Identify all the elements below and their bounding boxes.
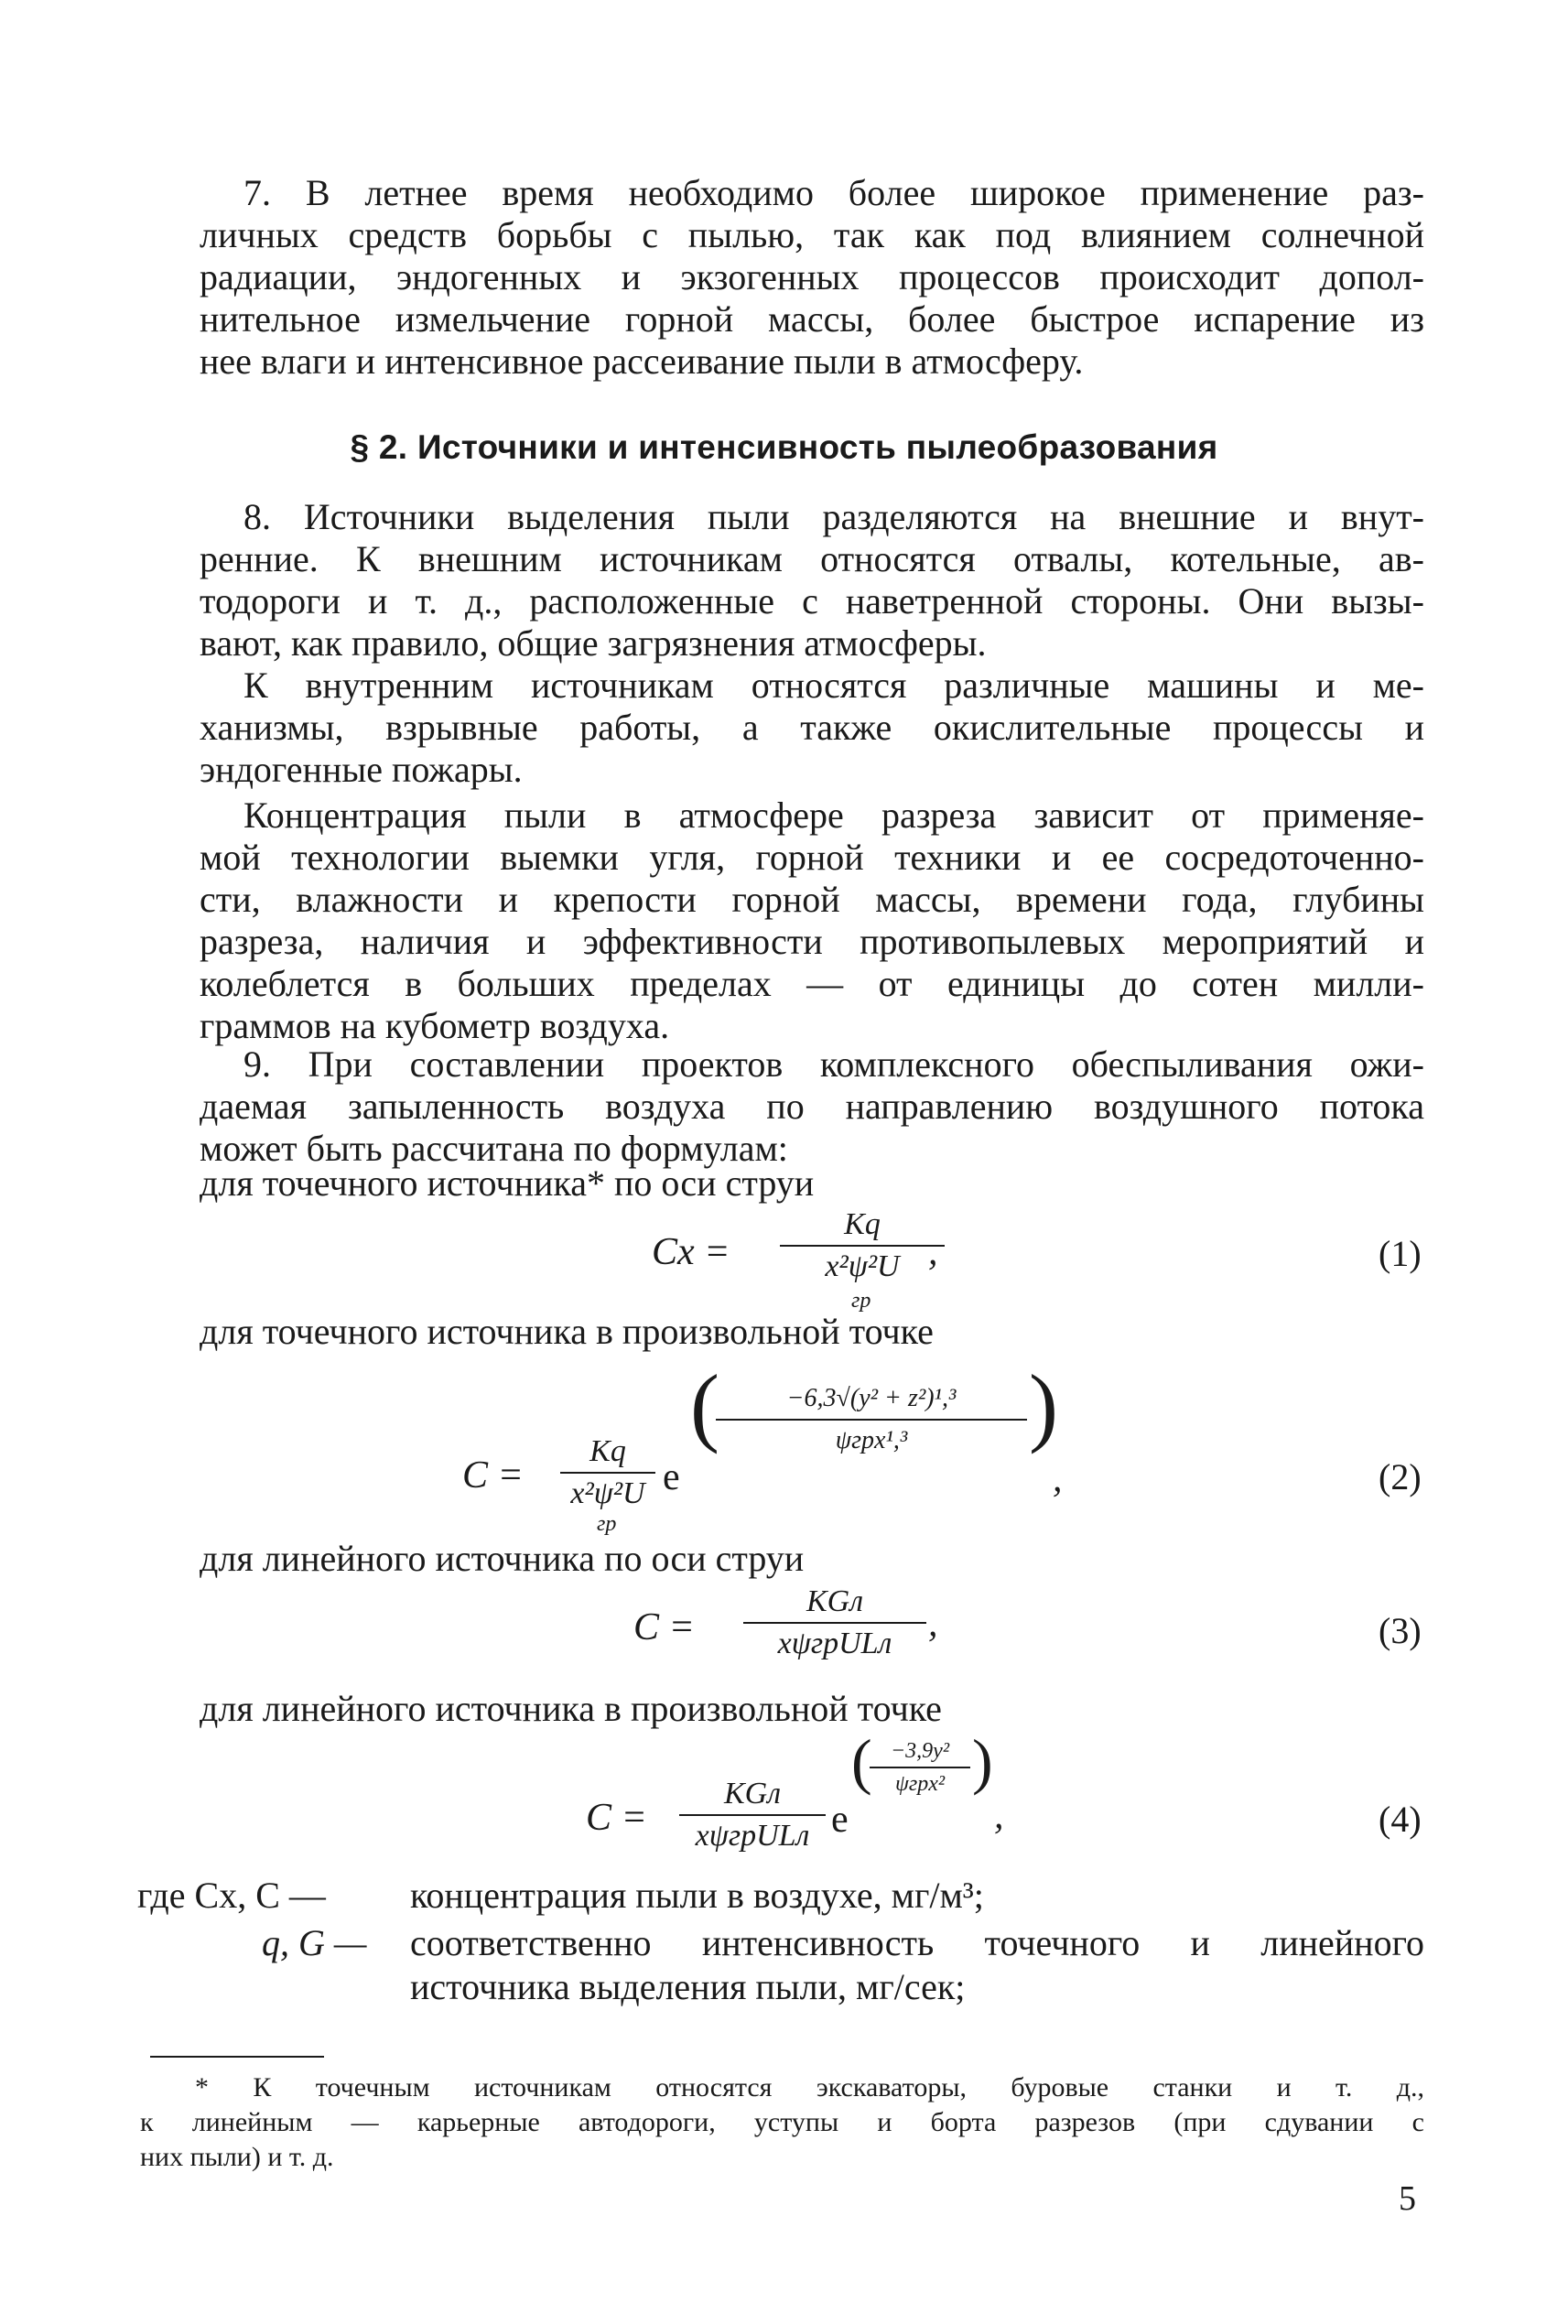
eq4-number: (4) [1379,1799,1422,1840]
eq3-comma: , [928,1603,938,1645]
eq2-comma: , [1053,1458,1063,1500]
text-line: мой технологии выемки угля, горной техники и ее сосредоточенно- [200,837,1424,878]
fraction-bar [780,1245,945,1247]
eq1-comma: , [928,1231,938,1273]
definition-symbols: где Cx, C — [137,1875,326,1916]
text-line: колеблется в больших пределах — от единицы до сотен милли- [200,963,1424,1004]
definition-q-g: q, G — [262,1922,367,1963]
text-line: радиации, эндогенных и экзогенных процессов происходит допол- [200,256,1424,297]
fraction-bar [679,1814,826,1816]
eq4-fraction [679,1776,826,1854]
fraction-bar [743,1622,926,1624]
paragraph-8c [200,794,1424,1047]
left-paren: ( [851,1726,872,1796]
eq4-exp-numerator: −3,9y² [890,1739,950,1763]
page-number: 5 [1399,2179,1416,2218]
eq2-exp-numerator: −6,3√(y² + z²)¹,³ [786,1384,957,1412]
eq2-exp-base: e [663,1456,680,1498]
eq2-subscript: гр [597,1512,617,1536]
text-line: нее влаги и интенсивное рассеивание пыли в атмосферу. [200,340,1084,382]
footnote-line: них пыли) и т. д. [140,2142,334,2172]
definition-text: соответственно интенсивность точечного и линейного [410,1922,1424,1963]
text-line: граммов на кубометр воздуха. [200,1005,670,1046]
eq1-lhs: Cx = [652,1231,730,1273]
eq4-numerator: KGл [723,1777,782,1811]
eq1-denominator: x²ψ²U [825,1249,900,1283]
eq2-exponent [716,1380,1027,1459]
text-line: ренние. К внешним источникам относятся отвалы, котельные, ав- [200,538,1424,579]
right-paren: ) [972,1726,993,1796]
eq3-number: (3) [1379,1610,1422,1651]
formula-lead-1: для точечного источника* по оси струи [200,1162,815,1204]
text-line: Концентрация пыли в атмосфере разреза зависит от применяе- [243,794,1424,836]
paragraph-7 [200,172,1424,383]
section-heading: § 2. Источники и интенсивность пылеобразования [350,428,1218,466]
paragraph-9 [200,1043,1424,1170]
formula-lead-2: для точечного источника в произвольной точке [200,1311,934,1352]
text-line: вают, как правило, общие загрязнения атмосферы. [200,622,987,664]
text-line: 8. Источники выделения пыли разделяются на внешние и внут- [243,496,1424,537]
definition-text-continued: источника выделения пыли, мг/сек; [410,1966,966,2007]
text-line: эндогенные пожары. [200,749,523,790]
eq4-comma: , [994,1795,1004,1837]
text-line: личных средств борьбы с пылью, так как под влиянием солнечной [200,214,1424,255]
left-paren: ( [690,1357,719,1454]
text-line: тодороги и т. д., расположенные с наветренной стороны. Они вызы- [200,580,1424,622]
eq1-subscript: гр [851,1289,871,1313]
fraction-bar [560,1472,655,1474]
formula-lead-3: для линейного источника по оси струи [200,1538,805,1579]
eq4-denominator: xψгрULл [695,1819,810,1853]
eq2-lhs: C = [462,1454,524,1497]
eq4-lhs: C = [586,1797,647,1839]
fraction-bar [870,1767,970,1768]
eq3-fraction [743,1584,926,1662]
formula-lead-4: для линейного источника в произвольной точке [200,1688,942,1729]
definition-text: концентрация пыли в воздухе, мг/м³; [410,1875,984,1916]
footnote-rule [150,2056,324,2058]
text-line: разреза, наличия и эффективности противопылевых мероприятий и [200,921,1424,962]
footnote-line: к линейным — карьерные автодороги, уступы и борта разрезов (при сдувании с [140,2107,1424,2137]
text-line: может быть рассчитана по формулам: [200,1128,788,1169]
eq3-numerator: KGл [806,1584,864,1618]
text-line: 9. При составлении проектов комплексного обеспыливания ожи- [243,1043,1424,1085]
eq4-exponent [870,1737,970,1798]
footnote [140,2070,1424,2175]
definition-cx-c [137,1875,326,1917]
fraction-bar [716,1419,1027,1421]
eq2-number: (2) [1379,1456,1422,1497]
text-line: ханизмы, взрывные работы, а также окислительные процессы и [200,707,1424,748]
text-line: сти, влажности и крепости горной массы, времени года, глубины [200,879,1424,920]
eq4-exp-base: e [831,1799,849,1841]
eq2-exp-denominator: ψгрx¹,³ [835,1426,908,1454]
text-line: К внутренним источникам относятся различные машины и ме- [243,665,1424,706]
text-line: нительное измельчение горной массы, более быстрое испарение из [200,298,1424,340]
eq3-denominator: xψгрULл [777,1627,892,1660]
eq2-numerator: Kq [589,1434,626,1468]
eq1-fraction [780,1206,945,1285]
eq2-denominator: x²ψ²U [570,1476,645,1510]
right-paren: ) [1029,1357,1058,1454]
text-line: 7. В летнее время необходимо более широкое применение раз- [243,172,1424,213]
footnote-line: * К точечным источникам относятся экскаваторы, буровые станки и т. д., [195,2072,1424,2102]
paragraph-8b [200,665,1424,791]
eq4-exp-denominator: ψгрx² [894,1772,946,1796]
paragraph-8 [200,496,1424,665]
text-line: даемая запыленность воздуха по направлению воздушного потока [200,1086,1424,1127]
eq1-numerator: Kq [844,1207,881,1241]
eq2-fraction [560,1433,655,1512]
eq3-lhs: C = [633,1606,695,1648]
eq1-number: (1) [1379,1233,1422,1274]
